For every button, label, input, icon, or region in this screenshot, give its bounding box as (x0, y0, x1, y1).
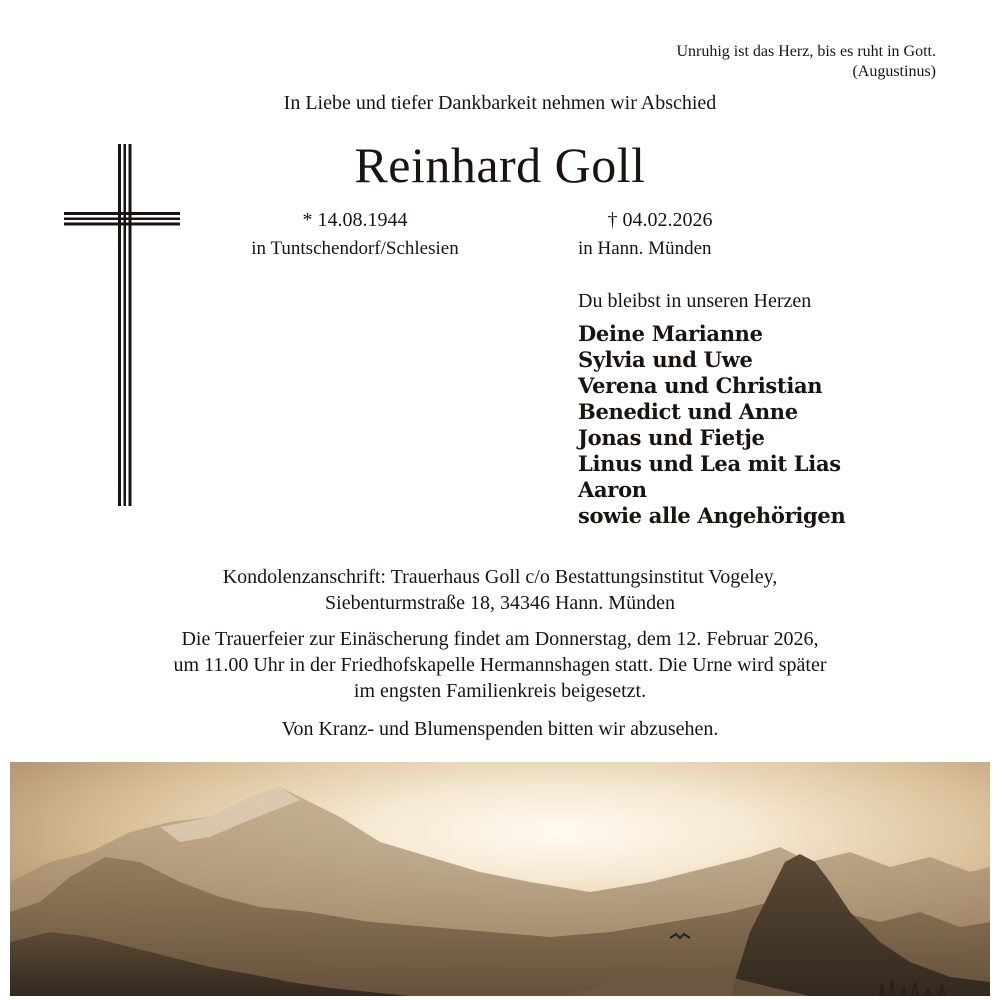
family-block (578, 290, 845, 529)
family-intro: Du bleibst in unseren Herzen (578, 290, 812, 312)
family-member: sowie alle Angehörigen (578, 503, 846, 528)
family-member: Jonas und Fietje (578, 425, 765, 450)
family-member: Verena und Christian (578, 373, 823, 398)
death-place: in Hann. Münden (578, 238, 712, 259)
family-member: Sylvia und Uwe (578, 347, 753, 372)
death-date: † 04.02.2026 (607, 209, 713, 231)
mountain-landscape-image (10, 762, 990, 996)
family-member: Linus und Lea mit Lias (578, 451, 841, 476)
cross-icon (64, 144, 180, 506)
epigraph-text: Unruhig ist das Herz, bis es ruht in Gott. (676, 43, 936, 60)
deceased-name: Reinhard Goll (354, 137, 646, 193)
family-member: Benedict und Anne (578, 399, 798, 424)
funeral-service-info (0, 626, 1000, 704)
address-line: Kondolenzanschrift: Trauerhaus Goll c/o Bestattungsinstitut Vogeley, (222, 566, 778, 588)
service-line: Die Trauerfeier zur Einäscherung findet am Donnerstag, dem 12. Februar 2026, (181, 628, 819, 650)
farewell-intro: In Liebe und tiefer Dankbarkeit nehmen wir Abschied (283, 92, 717, 114)
flower-donation-note: Von Kranz- und Blumenspenden bitten wir abzusehen. (281, 718, 719, 740)
birth-place: in Tuntschendorf/Schlesien (251, 238, 459, 259)
service-line: im engsten Familienkreis beigesetzt. (353, 680, 647, 702)
family-member: Aaron (578, 477, 647, 502)
address-line: Siebenturmstraße 18, 34346 Hann. Münden (325, 592, 675, 614)
family-member: Deine Marianne (578, 321, 763, 346)
epigraph (676, 42, 936, 82)
death-info (560, 204, 760, 262)
epigraph-author: (Augustinus) (852, 63, 936, 80)
condolence-address (0, 564, 1000, 616)
service-line: um 11.00 Uhr in der Friedhofskapelle Hermannshagen statt. Die Urne wird später (173, 654, 827, 676)
birth-info (210, 204, 500, 262)
birth-date: * 14.08.1944 (302, 209, 408, 231)
